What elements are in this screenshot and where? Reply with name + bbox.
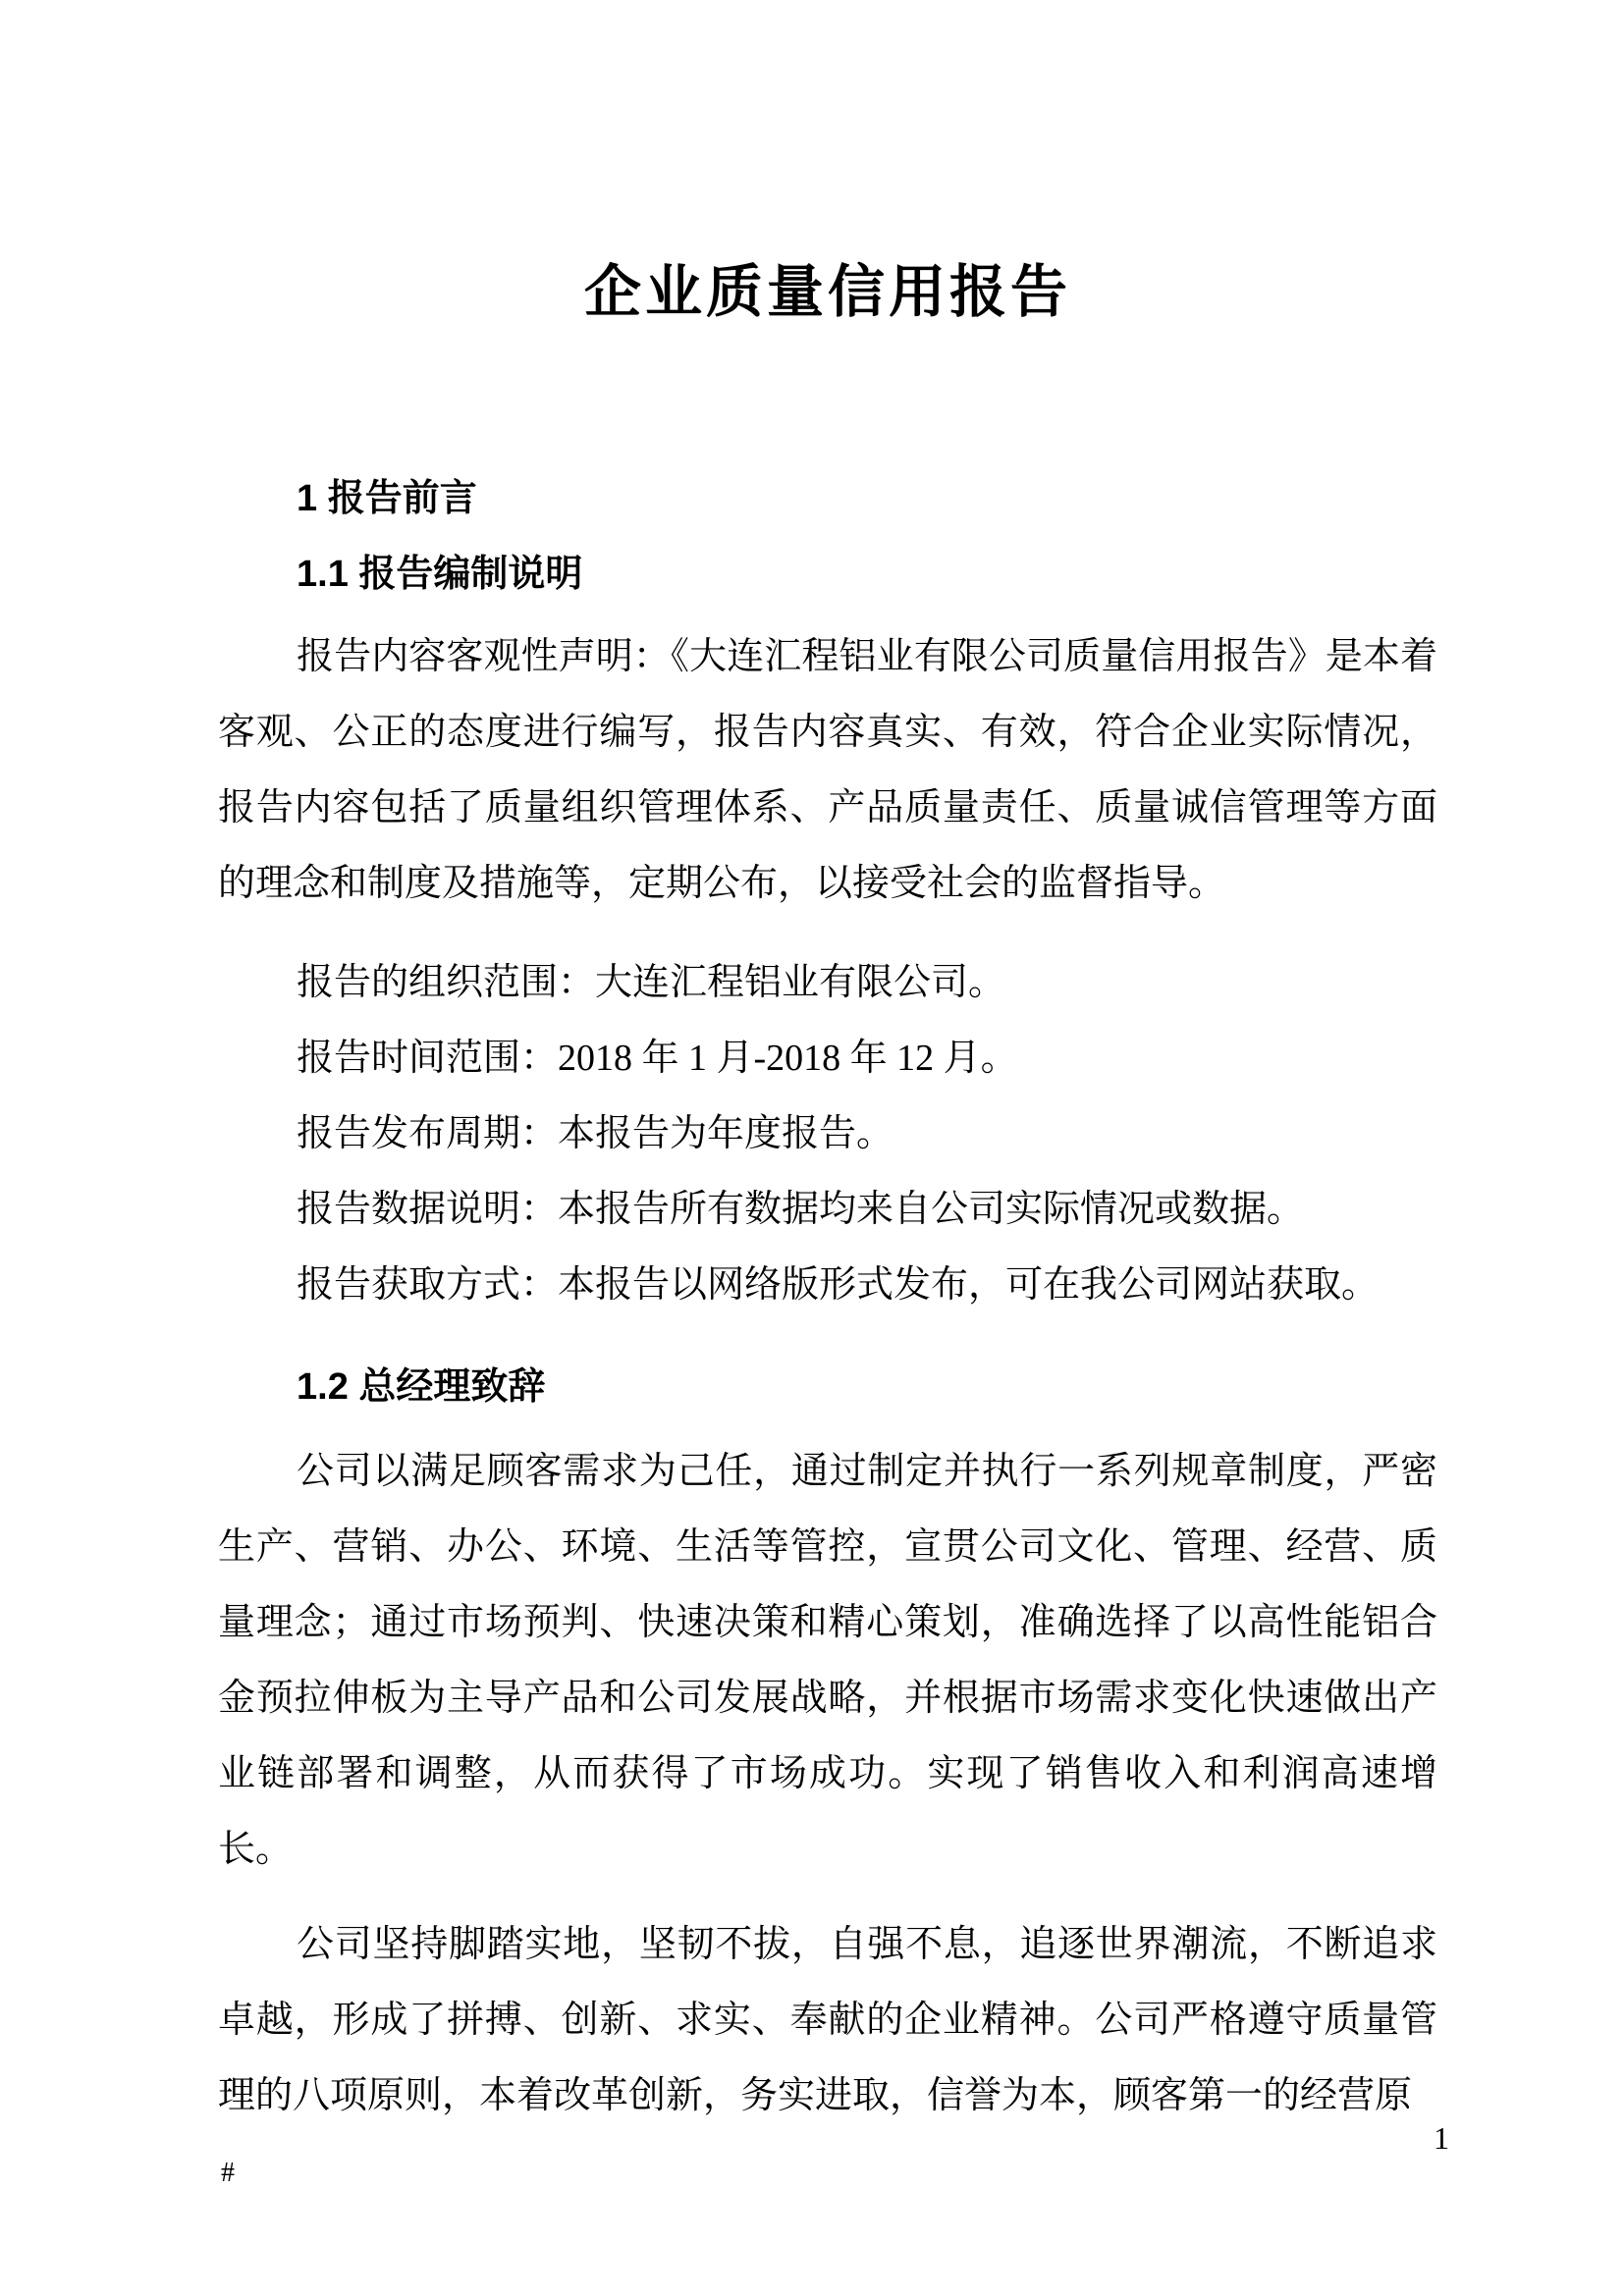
meta-line-access-method: 报告获取方式：本报告以网络版形式发布，可在我公司网站获取。 xyxy=(297,1264,1380,1306)
footnote-mark: # xyxy=(221,2158,235,2188)
meta-line-publish-cycle: 报告发布周期：本报告为年度报告。 xyxy=(297,1113,894,1154)
meta-line-time-range: 报告时间范围：2018 年 1 月-2018 年 12 月。 xyxy=(297,1038,1018,1079)
meta-line-data-note: 报告数据说明：本报告所有数据均来自公司实际情况或数据。 xyxy=(297,1189,1305,1230)
page-content xyxy=(218,0,1437,2134)
section-1-heading: 1 报告前言 xyxy=(297,478,477,519)
paragraph-gm-speech-1: 公司以满足顾客需求为己任，通过制定并执行一系列规章制度，严密生产、营销、办公、环境、生活等管控，宣贯公司文化、管理、经营、质量理念；通过市场预判、快速决策和精心策划，准确选择了以高性能铝合金预拉伸板为主导产品和公司发展战略，并根据市场需求变化快速做出产业链部署和调整，从而获得了市场成功。实现了销售收入和利润高速增长。 xyxy=(218,1451,1437,1870)
paragraph-report-statement: 报告内容客观性声明：《大连汇程铝业有限公司质量信用报告》是本着客观、公正的态度进行编写，报告内容真实、有效，符合企业实际情况，报告内容包括了质量组织管理体系、产品质量责任、质量诚信管理等方面的理念和制度及措施等，定期公布，以接受社会的监督指导。 xyxy=(218,636,1437,904)
section-1-2-heading: 1.2 总经理致辞 xyxy=(297,1366,546,1408)
section-1-1-heading: 1.1 报告编制说明 xyxy=(297,554,583,595)
paragraph-gm-speech-2: 公司坚持脚踏实地，坚韧不拔，自强不息，追逐世界潮流，不断追求卓越，形成了拼搏、创新、求实、奉献的企业精神。公司严格遵守质量管理的八项原则，本着改革创新，务实进取，信誉为本，顾客第一的经营原 xyxy=(218,1924,1437,2116)
document-title: 企业质量信用报告 xyxy=(583,260,1071,324)
meta-line-org-scope: 报告的组织范围：大连汇程铝业有限公司。 xyxy=(297,962,1006,1003)
page-number: 1 xyxy=(1434,2120,1449,2156)
